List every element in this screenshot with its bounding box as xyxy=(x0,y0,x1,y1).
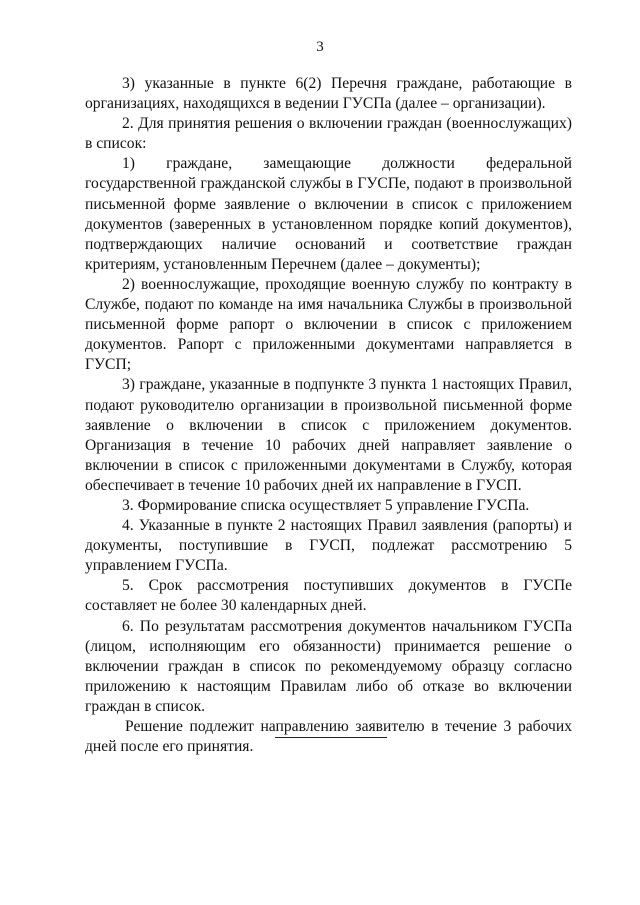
page-number: 3 xyxy=(316,39,324,55)
paragraph-3: 3. Формирование списка осуществляет 5 управление ГУСПа. xyxy=(122,496,530,514)
closing-divider-line xyxy=(275,737,387,738)
paragraph-decision: Решение подлежит направлению заявителю в течение 3 рабочих дней после его принятия. xyxy=(85,718,572,756)
paragraph-2: 2. Для принятия решения о включении граждан (военнослужащих) в список: xyxy=(85,115,572,153)
paragraph-2-3: 3) граждане, указанные в подпункте 3 пункта 1 настоящих Правил, подают руководителю организации в произвольной письменной форме заявление о включении в список с приложением документов. Организация в течение 10 рабочих дней направляет заявление о включении в список с приложенными документами в Службу, которая обеспечивает в течение 10 рабочих дней их направление в ГУСП. xyxy=(85,376,572,494)
paragraph-5: 5. Срок рассмотрения поступивших документов в ГУСПе составляет не более 30 календарных дней. xyxy=(85,577,572,615)
paragraph-2-1: 1) граждане, замещающие должности федеральной государственной гражданской службы в ГУСПе, подают в произвольной письменной форме заявление о включении в список с приложением документов (заверенных в установленном порядке копий документов), подтверждающих наличие оснований и соответствие граждан критериям, установленным Перечнем (далее – документы); xyxy=(85,155,572,273)
paragraph-4: 4. Указанные в пункте 2 настоящих Правил заявления (рапорты) и документы, поступившие в ГУСП, подлежат рассмотрению 5 управлением ГУСПа. xyxy=(85,517,572,575)
paragraph-1-3: 3) указанные в пункте 6(2) Перечня граждане, работающие в организациях, находящихся в ведении ГУСПа (далее – организации). xyxy=(85,75,572,113)
paragraph-2-2: 2) военнослужащие, проходящие военную службу по контракту в Службе, подают по команде на имя начальника Службы в произвольной письменной форме рапорт о включении в список с приложением документов. Рапорт с приложенными документами направляется в ГУСП; xyxy=(85,275,572,374)
paragraph-6: 6. По результатам рассмотрения документов начальником ГУСПа (лицом, исполняющим его обязанности) принимается решение о включении граждан в список по рекомендуемому образцу согласно приложению к настоящим Правилам либо об отказе во включении граждан в список. xyxy=(85,617,572,715)
document-body xyxy=(85,74,572,757)
